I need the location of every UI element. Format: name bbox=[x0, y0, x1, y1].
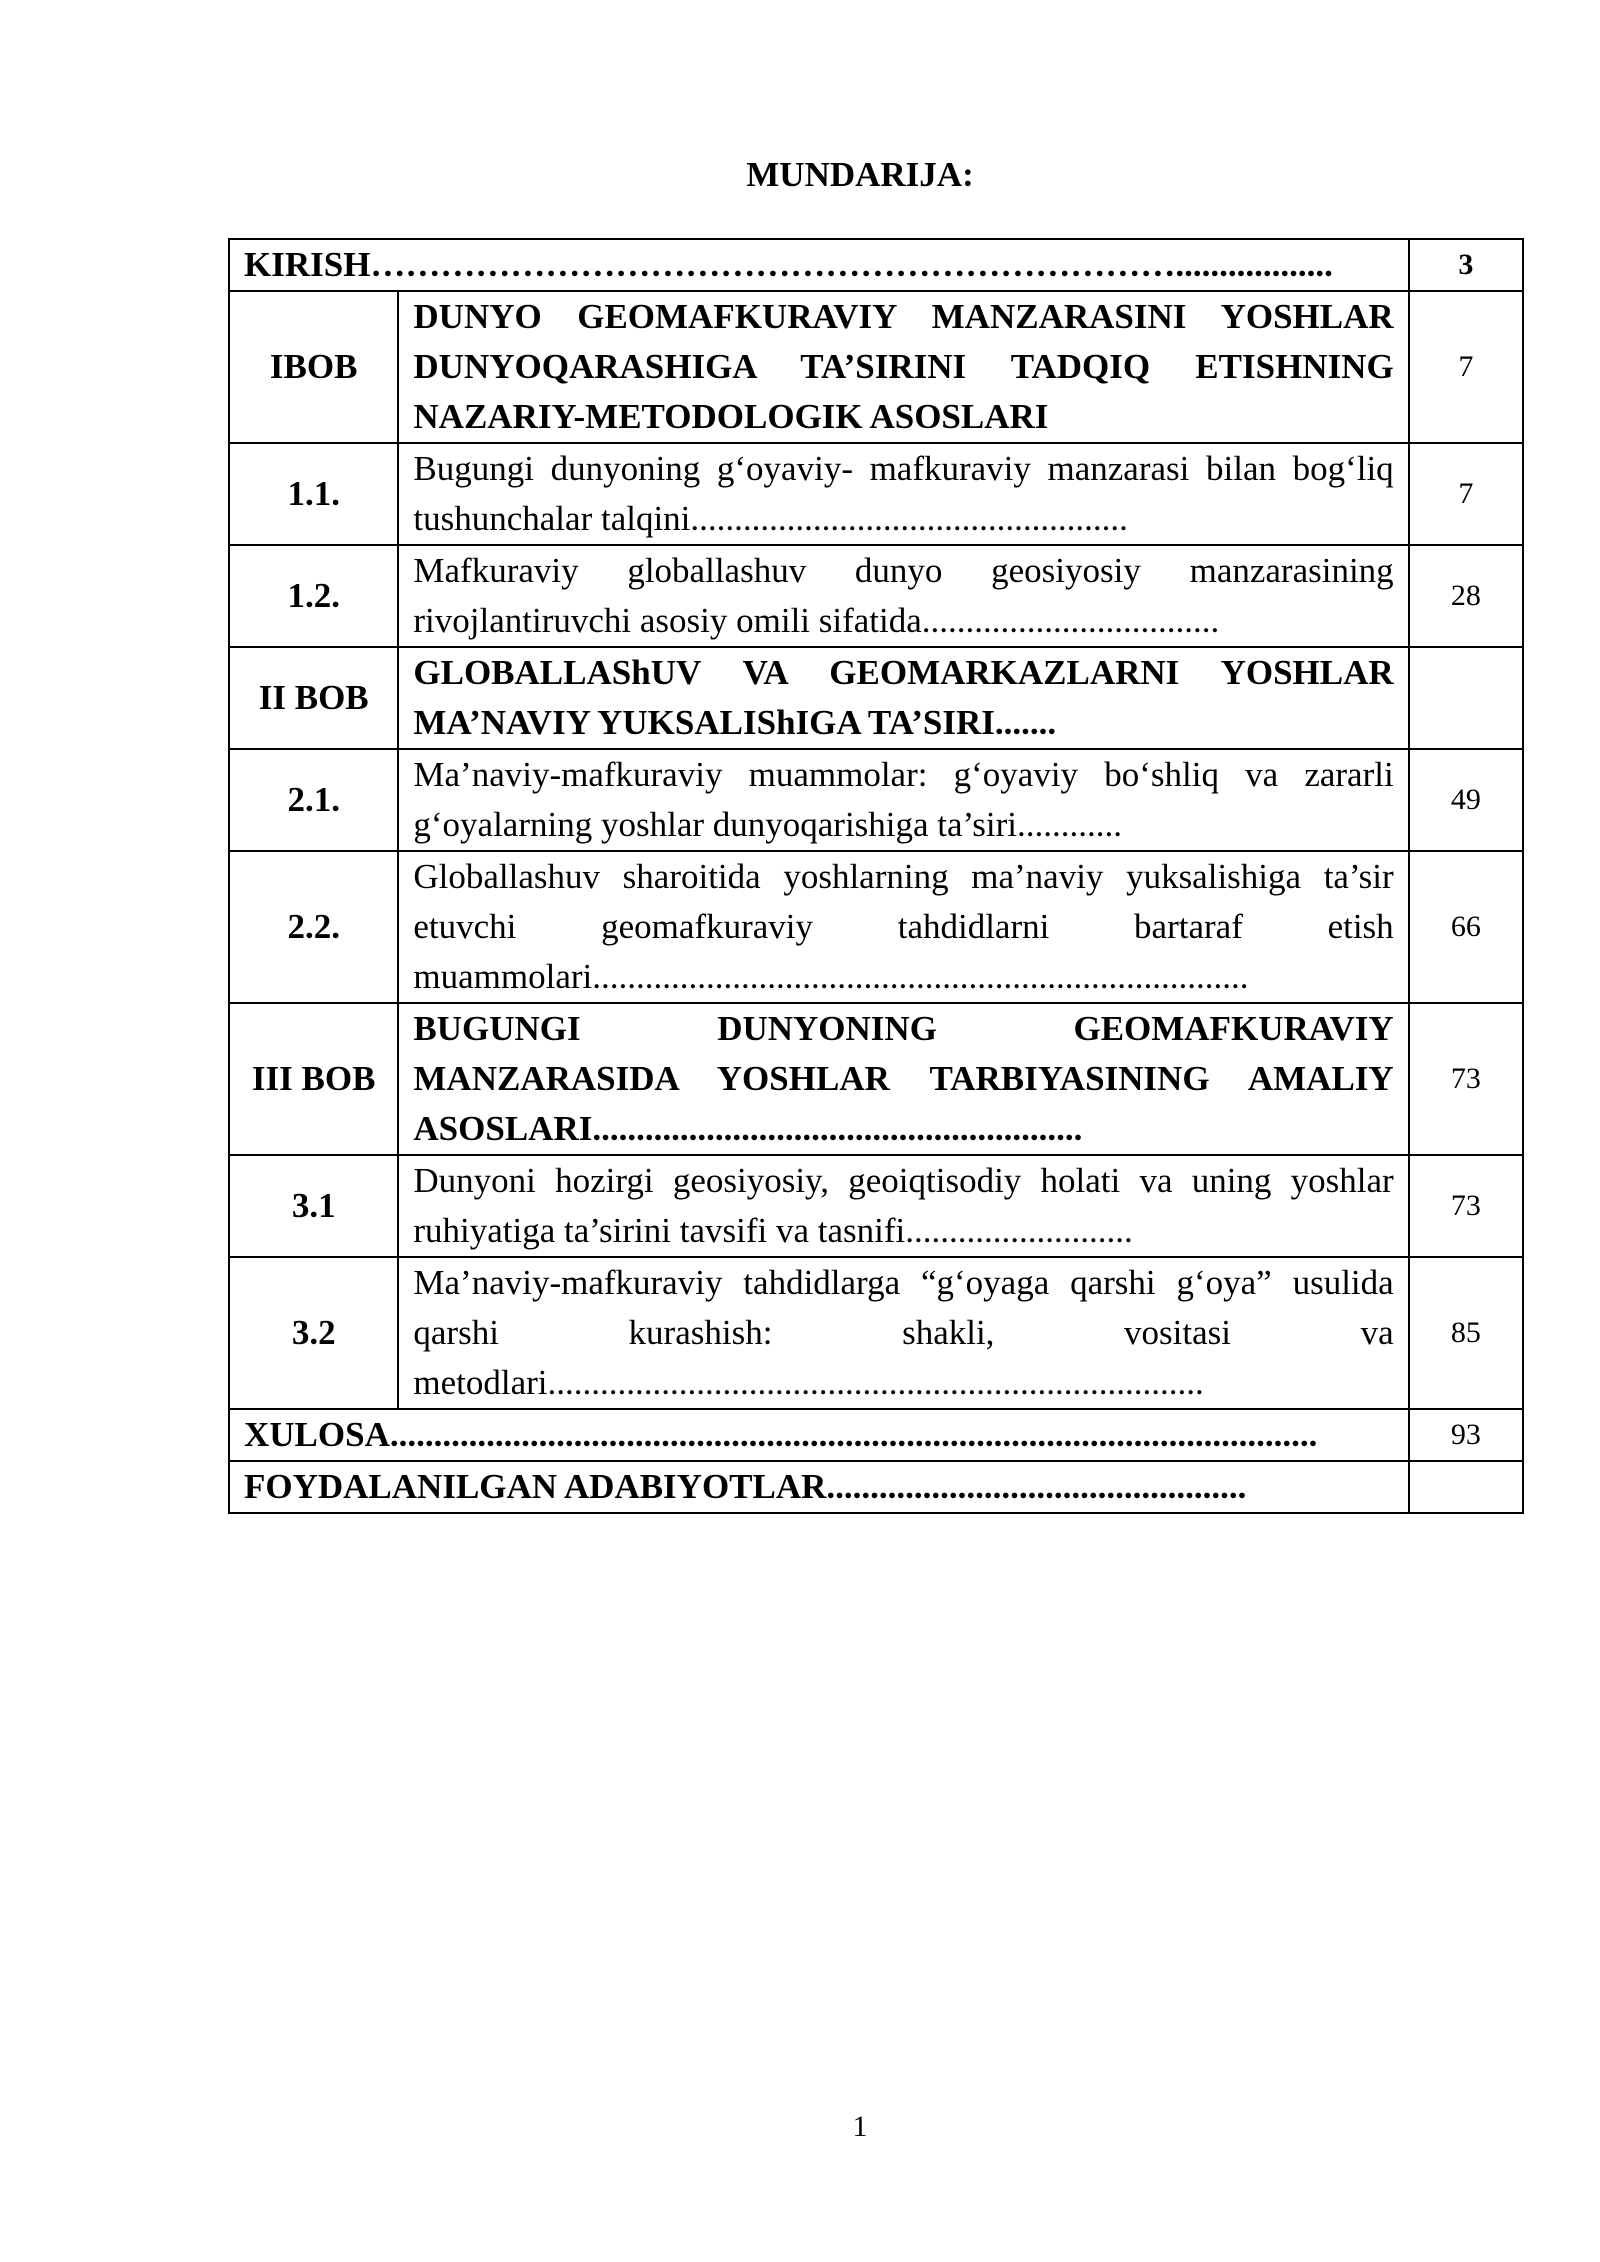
toc-row-page: 7 bbox=[1409, 291, 1523, 443]
toc-row-number: 1.1. bbox=[229, 443, 398, 545]
toc-references-label: FOYDALANILGAN ADABIYOTLAR................................................ bbox=[229, 1461, 1409, 1513]
toc-row-page: 49 bbox=[1409, 749, 1523, 851]
toc-row-title: DUNYO GEOMAFKURAVIY MANZARASINI YOSHLAR DUNYOQARASHIGA TA’SIRINI TADQIQ ETISHNING NAZARIY-METODOLOGIK ASOSLARI bbox=[398, 291, 1408, 443]
toc-row-title: BUGUNGI DUNYONING GEOMAFKURAVIY MANZARASIDA YOSHLAR TARBIYASINING AMALIY ASOSLARI........................................................ bbox=[398, 1003, 1408, 1155]
toc-row-chapter-1 bbox=[229, 291, 1523, 443]
toc-row-page: 73 bbox=[1409, 1155, 1523, 1257]
toc-row-number: II BOB bbox=[229, 647, 398, 749]
toc-row-title: Ma’naviy-mafkuraviy muammolar: g‘oyaviy bo‘shliq va zararli g‘oyalarning yoshlar dunyoqarishiga ta’siri............ bbox=[398, 749, 1408, 851]
toc-row-title: Bugungi dunyoning g‘oyaviy- mafkuraviy manzarasi bilan bog‘liq tushunchalar talqini.................................................. bbox=[398, 443, 1408, 545]
toc-row-page: 66 bbox=[1409, 851, 1523, 1003]
toc-row-section-1-2 bbox=[229, 545, 1523, 647]
toc-intro-label: KIRISH…………………………………………………………….................. bbox=[229, 239, 1409, 291]
toc-conclusion-label: XULOSA.......................................................................................................... bbox=[229, 1409, 1409, 1461]
toc-row-page: 73 bbox=[1409, 1003, 1523, 1155]
toc-intro-page: 3 bbox=[1409, 239, 1523, 291]
toc-row-section-2-1 bbox=[229, 749, 1523, 851]
toc-row-title: Dunyoni hozirgi geosiyosiy, geoiqtisodiy holati va uning yoshlar ruhiyatiga ta’sirini tavsifi va tasnifi.......................... bbox=[398, 1155, 1408, 1257]
toc-row-section-3-2 bbox=[229, 1257, 1523, 1409]
toc-row-chapter-2 bbox=[229, 647, 1523, 749]
toc-row-number: 2.2. bbox=[229, 851, 398, 1003]
toc-row-chapter-3 bbox=[229, 1003, 1523, 1155]
page-number: 1 bbox=[852, 2110, 868, 2143]
toc-row-number: 2.1. bbox=[229, 749, 398, 851]
toc-row-title: Globallashuv sharoitida yoshlarning ma’naviy yuksalishiga ta’sir etuvchi geomafkuraviy tahdidlarni bartaraf etish muammolari........................................................................... bbox=[398, 851, 1408, 1003]
toc-row-references bbox=[229, 1461, 1523, 1513]
toc-row-page: 28 bbox=[1409, 545, 1523, 647]
toc-row-title: Ma’naviy-mafkuraviy tahdidlarga “g‘oyaga qarshi g‘oya” usulida qarshi kurashish: shakli, vositasi va metodlari........................................................................... bbox=[398, 1257, 1408, 1409]
toc-row-page: 7 bbox=[1409, 443, 1523, 545]
toc-row-intro bbox=[229, 239, 1523, 291]
page-title: MUNDARIJA: bbox=[746, 155, 974, 194]
toc-row-number: 1.2. bbox=[229, 545, 398, 647]
toc-row-section-2-2 bbox=[229, 851, 1523, 1003]
toc-row-conclusion bbox=[229, 1409, 1523, 1461]
table-of-contents bbox=[228, 238, 1524, 1514]
toc-row-title: GLOBALLAShUV VA GEOMARKAZLARNI YOSHLAR MA’NAVIY YUKSALIShIGA TA’SIRI....... bbox=[398, 647, 1408, 749]
toc-row-title: Mafkuraviy globallashuv dunyo geosiyosiy manzarasining rivojlantiruvchi asosiy omili sifatida.................................. bbox=[398, 545, 1408, 647]
toc-conclusion-page: 93 bbox=[1409, 1409, 1523, 1461]
toc-references-page bbox=[1409, 1461, 1523, 1513]
toc-row-number: III BOB bbox=[229, 1003, 398, 1155]
toc-row-page bbox=[1409, 647, 1523, 749]
toc-row-number: 3.1 bbox=[229, 1155, 398, 1257]
toc-row-number: 3.2 bbox=[229, 1257, 398, 1409]
toc-row-page: 85 bbox=[1409, 1257, 1523, 1409]
toc-row-section-3-1 bbox=[229, 1155, 1523, 1257]
toc-row-number: IBOB bbox=[229, 291, 398, 443]
toc-row-section-1-1 bbox=[229, 443, 1523, 545]
